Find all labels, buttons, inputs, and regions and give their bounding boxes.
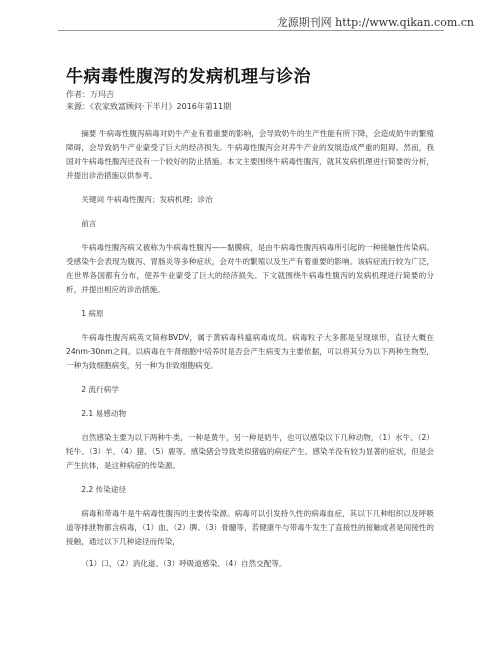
article-body — [66, 127, 434, 581]
section-2-1-heading: 2.1 易感动物 — [81, 409, 127, 418]
article-title: 牛病毒性腹泻的发病机理与诊治 — [66, 67, 311, 87]
header-site-text: 龙源期刊网 http://www.qikan.com.cn — [276, 16, 474, 29]
section-1-heading: 1 病原 — [81, 309, 104, 318]
section-2-2-heading: 2.2 传染途径 — [81, 485, 127, 494]
preface-paragraph: 牛病毒性腹泻病又被称为牛病毒性腹泻——黏膜病，是由牛病毒性腹泻病毒所引起的一种接触性传染病。受感染牛会表现为腹泻、胃肠炎等多种症状，会对牛的繁殖以及生产有着重要的影响。该病症流行较为广泛，在世界各国都有分布，使养牛业蒙受了巨大的经济损失。下文就围绕牛病毒性腹泻的发病机理进行简要的分析，并提出相应的诊治措施。 — [66, 243, 434, 294]
section-2-heading: 2 流行病学 — [81, 385, 119, 394]
section-2-1-paragraph: 自然感染主要为以下两种牛类，一种是黄牛，另一种是奶牛，也可以感染以下几种动物，（1）水牛、（2）牦牛、（3）羊、（4）猪、（5）鹿等。感染猪会导致类似猪瘟的病症产生。感染羊没有较为显著的症状，但是会产生抗体，是这种病症的传染源。 — [66, 433, 434, 470]
section-1-paragraph: 牛病毒性腹泻病英文简称BVDV，属于黄病毒科瘟病毒成员。病毒粒子大多都是呈现球形，直径大概在24nm-30nm之间。以病毒在牛肾细胞中培养时是否会产生病变为主要依据，可以将其分为以下两种生物型，一种为致细胞病变，另一种为非致细胞病变。 — [66, 333, 434, 370]
header-divider — [58, 30, 444, 31]
article-source: 来源：《农家致富顾问·下半月》2016年第11期 — [66, 102, 232, 111]
route-list-paragraph: （1）口、（2）消化道、（3）呼吸道感染、（4）自然交配等。 — [81, 559, 287, 568]
keywords-paragraph: 关键词 牛病毒性腹泻；发病机理；诊治 — [81, 195, 213, 204]
article-author: 作者：万玛吉 — [66, 90, 114, 99]
abstract-paragraph: 摘要 牛病毒性腹泻病毒对奶牛产业有着重要的影响，会导致奶牛的生产性能有所下降，会造成奶牛的繁殖障碍，会导致奶牛产业蒙受了巨大的经济损失。牛病毒性腹泻会对养牛产业的发展造成严重的阻碍。然而，我国对牛病毒性腹泻还没有一个较好的防止措施。本文主要围绕牛病毒性腹泻，就其发病机理进行简要的分析，并提出诊治措施以供参考。 — [66, 129, 434, 180]
section-2-2-paragraph: 病毒和带毒牛是牛病毒性腹泻的主要传染源。病毒可以引发持久性的病毒血症，其以下几种组织以及呼吸道等排泄物都含病毒，（1）血、（2）脾、（3）骨髓等，若健康牛与带毒牛发生了直接性的接触或者是间接性的接触，通过以下几种途径而传染， — [66, 509, 434, 546]
preface-heading: 前言 — [81, 219, 97, 228]
